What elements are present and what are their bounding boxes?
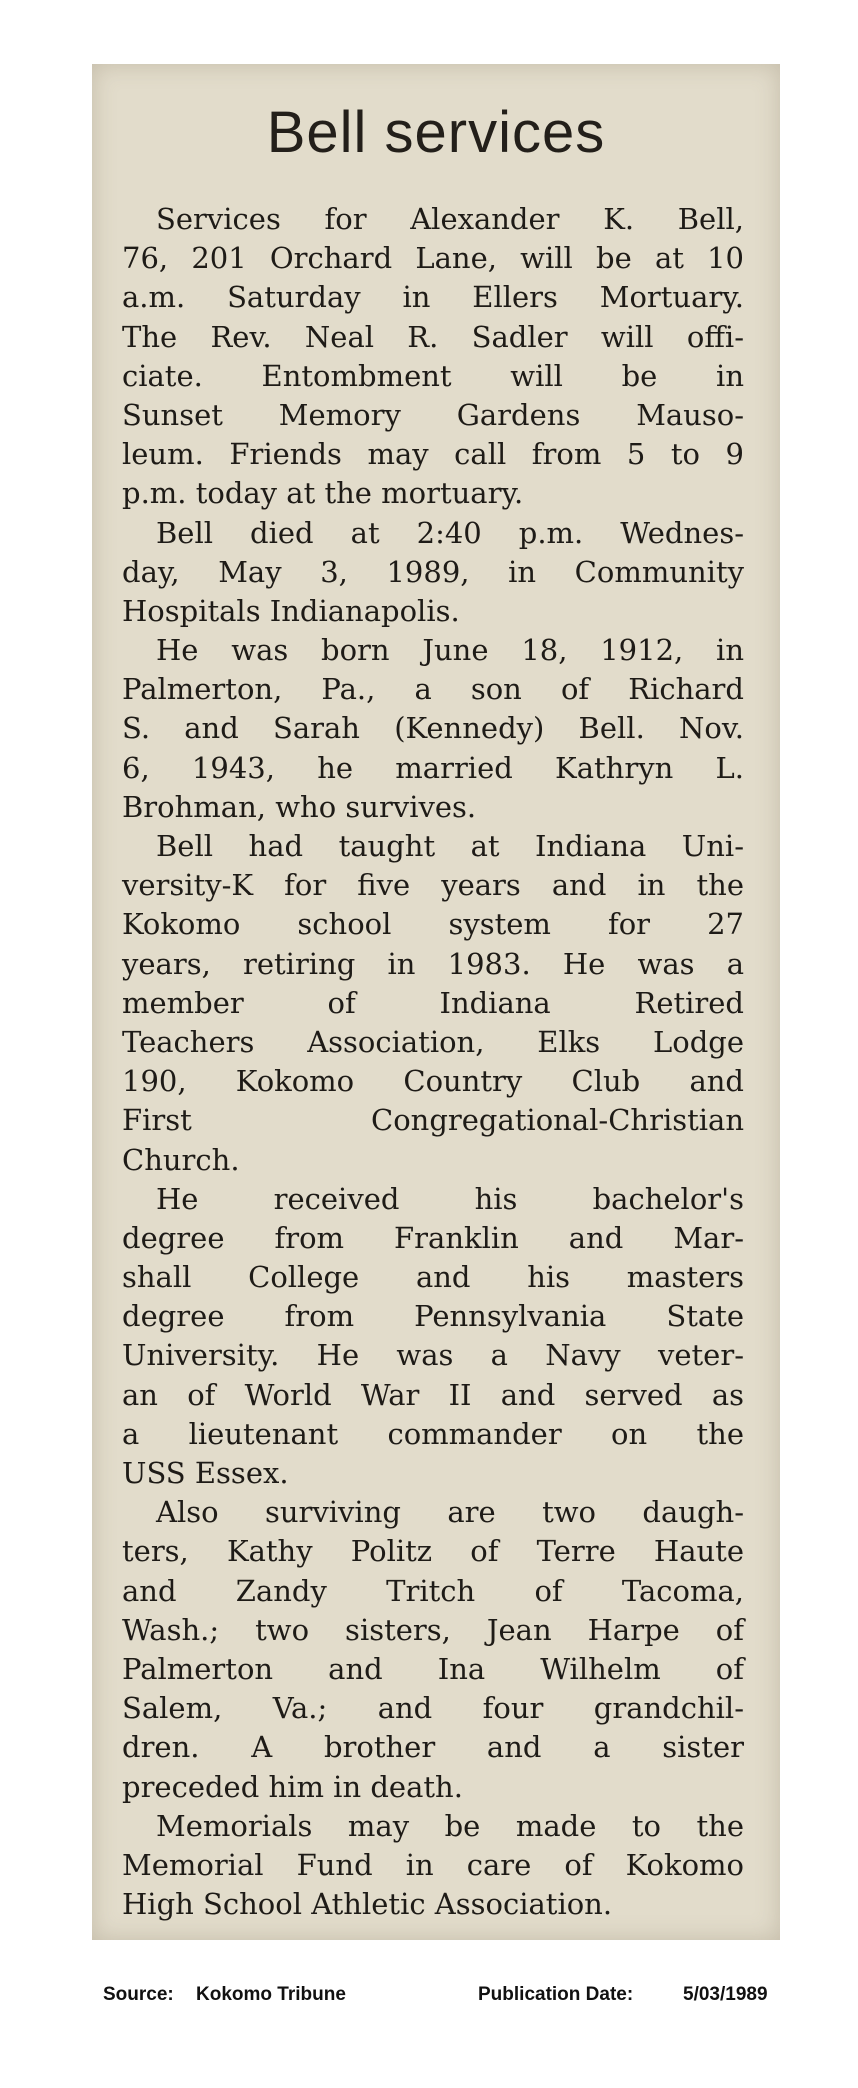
article-line: a lieutenant commander on the (122, 1416, 744, 1451)
article-paragraph (122, 514, 744, 632)
article-line: Also surviving are two daugh- (156, 1495, 744, 1530)
article-line: The Rev. Neal R. Sadler will offi- (122, 319, 744, 354)
article-line: an of World War II and served as (122, 1377, 744, 1412)
article-line: a.m. Saturday in Ellers Mortuary. (122, 280, 744, 315)
article-line: 190, Kokomo Country Club and (122, 1064, 744, 1099)
publication-date-label: Publication Date: (478, 1984, 634, 2005)
article-line: p.m. today at the mortuary. (122, 476, 524, 511)
source-label: Source: (103, 1984, 174, 2005)
article-line: leum. Friends may call from 5 to 9 (122, 437, 744, 472)
article-line: 6, 1943, he married Kathryn L. (122, 750, 744, 785)
article-line: Bell died at 2:40 p.m. Wednes- (156, 515, 744, 550)
article-line: shall College and his masters (122, 1260, 744, 1295)
article-body (122, 200, 744, 1924)
article-line: Salem, Va.; and four grandchil- (122, 1691, 744, 1726)
publication-date-value: 5/03/1989 (683, 1984, 768, 2005)
article-paragraph (122, 631, 744, 827)
source-value: Kokomo Tribune (196, 1984, 346, 2005)
article-line: Hospitals Indianapolis. (122, 593, 460, 628)
article-line: ciate. Entombment will be in (122, 358, 744, 393)
article-line: S. and Sarah (Kennedy) Bell. Nov. (122, 711, 744, 746)
article-paragraph (122, 200, 744, 514)
article-line: preceded him in death. (122, 1769, 463, 1804)
article-line: degree from Pennsylvania State (122, 1299, 744, 1334)
article-line: Palmerton, Pa., a son of Richard (122, 672, 744, 707)
article-line: ters, Kathy Politz of Terre Haute (122, 1534, 744, 1569)
article-line: member of Indiana Retired (122, 985, 744, 1020)
article-paragraph (122, 1807, 744, 1925)
article-paragraph (122, 1180, 744, 1494)
article-paragraph (122, 1493, 744, 1807)
article-line: Church. (122, 1142, 240, 1177)
newspaper-clipping (92, 64, 780, 1940)
article-line: degree from Franklin and Mar- (122, 1220, 744, 1255)
article-line: He received his bachelor's (156, 1181, 744, 1216)
article-line: USS Essex. (122, 1456, 289, 1490)
article-line: years, retiring in 1983. He was a (122, 946, 744, 981)
source-footer (0, 1984, 858, 2014)
article-line: day, May 3, 1989, in Community (122, 554, 744, 589)
article-line: versity-K for five years and in the (122, 868, 744, 903)
article-line: First Congregational-Christian (122, 1103, 744, 1138)
article-line: Brohman, who survives. (122, 789, 477, 824)
article-line: Palmerton and Ina Wilhelm of (122, 1651, 744, 1686)
article-line: 76, 201 Orchard Lane, will be at 10 (122, 241, 744, 276)
article-line: University. He was a Navy veter- (122, 1338, 744, 1373)
article-line: Bell had taught at Indiana Uni- (156, 829, 744, 863)
article-line: Memorial Fund in care of Kokomo (122, 1847, 744, 1882)
article-line: High School Athletic Association. (122, 1887, 613, 1922)
article-line: Kokomo school system for 27 (122, 907, 744, 942)
article-line: Sunset Memory Gardens Mauso- (122, 397, 744, 432)
article-line: and Zandy Tritch of Tacoma, (122, 1573, 744, 1608)
article-line: dren. A brother and a sister (122, 1730, 744, 1765)
article-line: Services for Alexander K. Bell, (156, 202, 744, 236)
article-line: Memorials may be made to the (156, 1808, 744, 1843)
article-paragraph (122, 827, 744, 1180)
article-line: Wash.; two sisters, Jean Harpe of (122, 1612, 744, 1647)
article-line: Teachers Association, Elks Lodge (122, 1024, 744, 1059)
article-line: He was born June 18, 1912, in (156, 633, 744, 668)
headline: Bell services (266, 100, 606, 165)
